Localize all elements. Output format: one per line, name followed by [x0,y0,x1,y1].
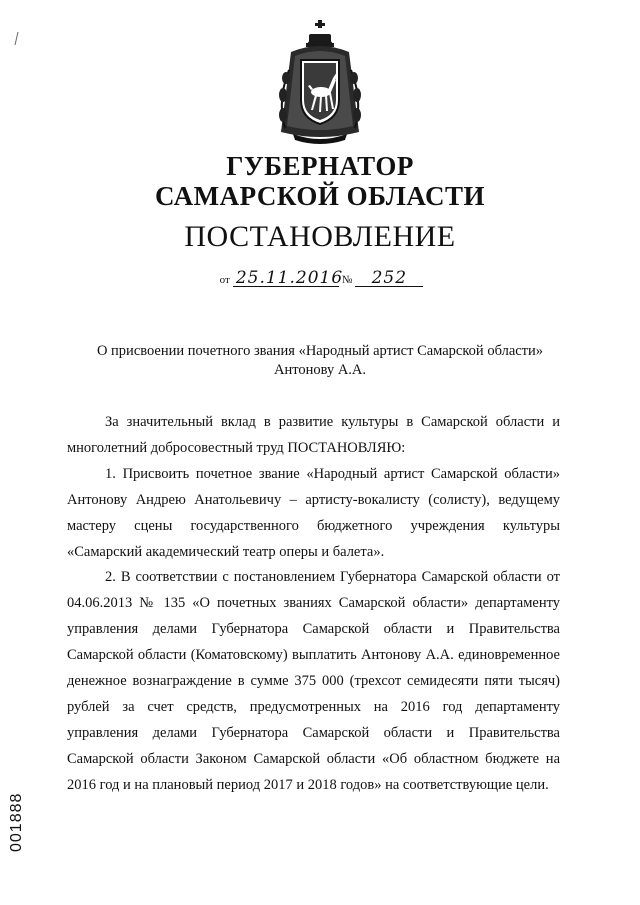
clause-2-paragraph: 2. В соответствии с постановлением Губернатора Самарской области от 04.06.2013 № 135 «О почетных званиях Самарской области» департаменту управления делами Губернатора Самарской области и Правительства Самарской области (Коматовскому) выплатить Антонову А.А. единовременное денежное вознаграждение в сумме 375 000 (трехсот семидесяти пяти тысяч) рублей за счет средств, предусмотренных на 2016 год департаменту управления делами Губернатора Самарской области и Правительства Самарской области Законом Самарской области «Об областном бюджете на 2016 год и на плановый период 2017 и 2018 годов» на соответствующие цели. [67,569,560,793]
intro-paragraph: За значительный вклад в развитие культуры в Самарской области и многолетний добросовестный труд ПОСТАНОВЛЯЮ: [67,414,560,456]
issuer-title-line1: ГУБЕРНАТОР [226,151,414,181]
clause-1-paragraph: 1. Присвоить почетное звание «Народный артист Самарской области» Антонову Андрею Анатольевичу – артисту-вокалисту (солисту), ведущему мастеру сцены государственного бюджетного учреждения культуры «Самарский академический театр оперы и балета». [67,465,560,560]
issuer-title-line2: САМАРСКОЙ ОБЛАСТИ [154,181,486,211]
subject-heading [40,342,600,380]
registration-stamp-number: 001888 [8,792,25,852]
document-type-heading: ПОСТАНОВЛЕНИЕ [184,220,456,253]
document-body [67,410,560,799]
subject-line2: Антонову А.А. [273,362,367,378]
number-label: № [341,274,353,286]
pen-mark [12,30,22,48]
coat-of-arms-emblem [271,20,369,145]
from-label: от [219,274,230,286]
subject-line1: О присвоении почетного звания «Народный артист Самарской области» [96,343,544,359]
handwritten-date: 25.11.2016 [233,270,339,287]
handwritten-number: 252 [355,270,423,287]
date-number-line [0,270,640,287]
